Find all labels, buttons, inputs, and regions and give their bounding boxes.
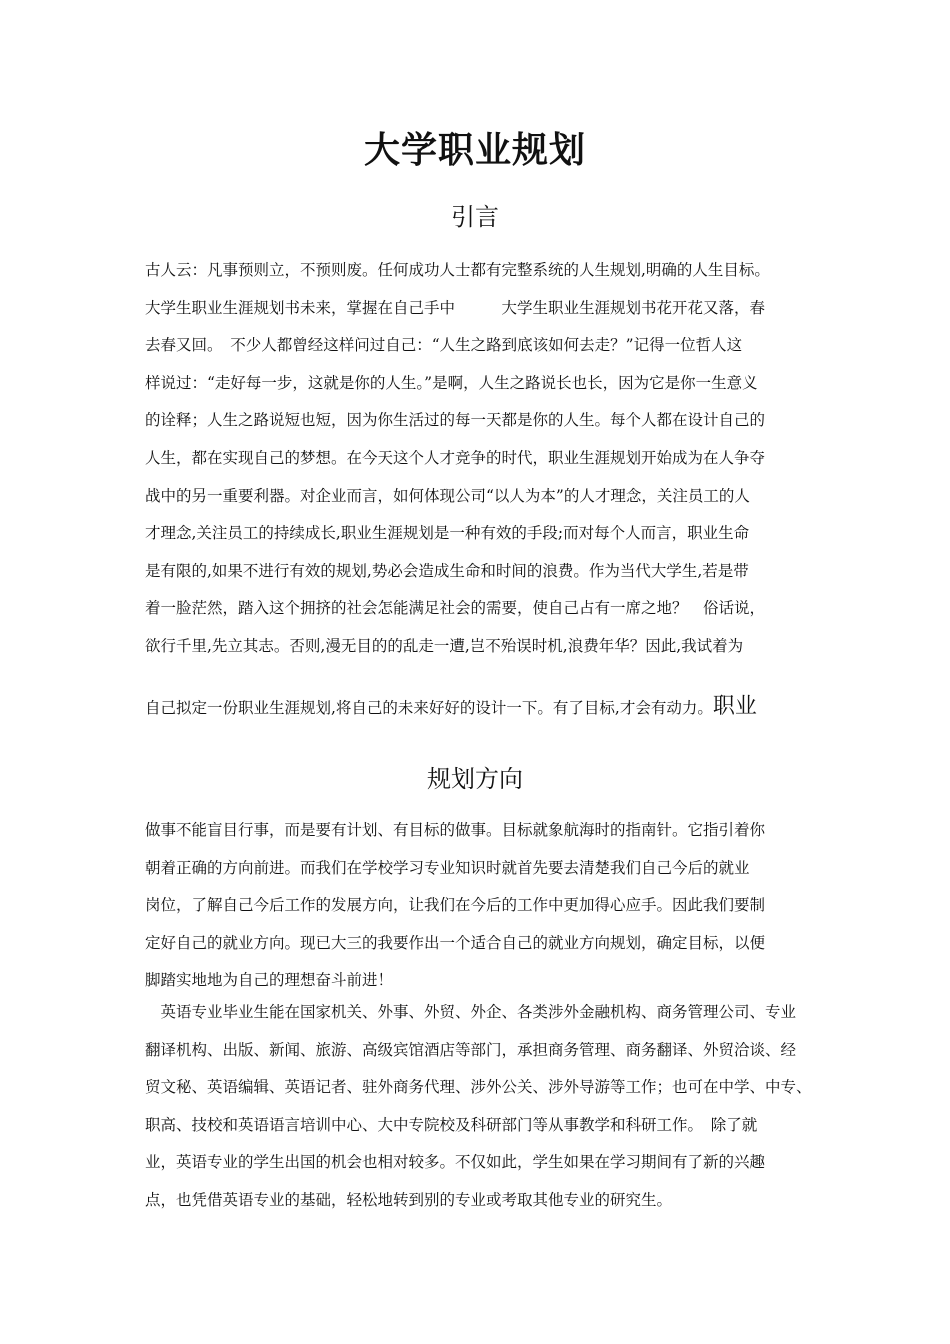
paragraph-line: 朝着正确的方向前进。而我们在学校学习专业知识时就首先要去清楚我们自己今后的就业 [145,858,750,877]
direction-paragraph-1 [145,812,810,1000]
paragraph-line: 定好自己的就业方向。现已大三的我要作出一个适合自己的就业方向规划，确定目标，以便 [145,933,766,952]
paragraph-line: 业，英语专业的学生出国的机会也相对较多。不仅如此，学生如果在学习期间有了新的兴趣 [145,1153,766,1172]
paragraph-line: 职高、技校和英语语言培训中心、大中专院校及科研部门等从事教学和科研工作。 除了就 [145,1115,758,1134]
paragraph-line: 英语专业毕业生能在国家机关、外事、外贸、外企、各类涉外金融机构、商务管理公司、专业 [145,1003,797,1021]
paragraph-line: 岗位，了解自己今后工作的发展方向，让我们在今后的工作中更加得心应手。因此我们要制 [145,896,766,915]
paragraph-line: 样说过：“走好每一步，这就是你的人生。”是啊，人生之路说长也长，因为它是你一生意义 [145,373,758,392]
paragraph-line: 翻译机构、出版、新闻、旅游、高级宾馆酒店等部门，承担商务管理、商务翻译、外贸洽谈、经 [145,1040,797,1059]
document-title: 大学职业规划 [363,130,586,171]
inline-heading-fragment: 职业 [712,694,757,719]
paragraph-line: 做事不能盲目行事，而是要有计划、有目标的做事。目标就象航海时的指南针。它指引着你 [145,821,766,839]
section-heading-intro: 引言 [451,203,499,231]
paragraph-line: 才理念,关注员工的持续成长,职业生涯规划是一种有效的手段;而对每个人而言，职业生命 [145,524,750,543]
paragraph-line: 大学生职业生涯规划书未来，掌握在自己手中 大学生职业生涯规划书花开花又落，春 [145,298,766,317]
paragraph-line: 的诠释；人生之路说短也短，因为你生活过的每一天都是你的人生。每个人都在设计自己的 [145,411,766,430]
paragraph-line: 贸文秘、英语编辑、英语记者、驻外商务代理、涉外公关、涉外导游等工作；也可在中学、中专、 [145,1078,812,1097]
paragraph-line: 欲行千里,先立其志。否则,漫无目的的乱走一遭,岂不殆误时机,浪费年华？因此,我试着为 [145,636,744,655]
paragraph-line: 去春又回。 不少人都曾经这样问过自己：“人生之路到底该如何去走？”记得一位哲人这 [145,336,743,355]
paragraph-line: 着一脸茫然，踏入这个拥挤的社会怎能满足社会的需要，使自己占有一席之地？ 俗话说， [145,599,766,618]
paragraph-line: 点，也凭借英语专业的基础，轻松地转到别的专业或考取其他专业的研究生。 [145,1190,673,1209]
paragraph-line: 是有限的,如果不进行有效的规划,势必会造成生命和时间的浪费。作为当代大学生,若是带 [145,561,749,580]
direction-paragraph-2 [145,994,810,1220]
paragraph-line: 古人云：凡事预则立，不预则废。任何成功人士都有完整系统的人生规划,明确的人生目标。 [145,261,770,279]
intro-last-line [145,688,810,726]
paragraph-line-wrapper [145,688,810,726]
paragraph-line: 脚踏实地地为自己的理想奋斗前进！ [145,971,394,990]
paragraph-line: 战中的另一重要利器。对企业而言，如何体现公司“以人为本”的人才理念，关注员工的人 [145,486,750,505]
intro-paragraph [145,252,810,666]
paragraph-line: 人生，都在实现自己的梦想。在今天这个人才竞争的时代，职业生涯规划开始成为在人争夺 [145,448,766,467]
paragraph-line: 自己拟定一份职业生涯规划,将自己的未来好好的设计一下。有了目标,才会有动力。 [145,699,713,717]
section-heading-direction: 规划方向 [427,765,523,793]
